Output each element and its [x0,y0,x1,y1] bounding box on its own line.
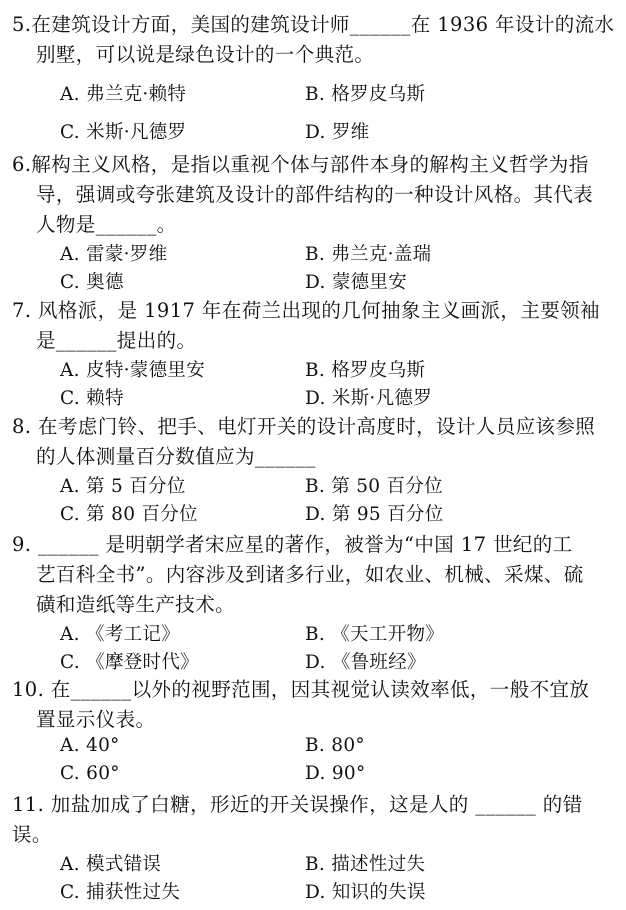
question-stem [0,10,626,70]
option-c: C. 米斯·凡德罗 [60,122,187,143]
option-c: C. 赖特 [60,388,124,409]
option-a: A. 弗兰克·赖特 [60,84,187,105]
option-d: D. 米斯·凡德罗 [305,388,433,409]
question-8 [0,412,626,532]
option-c: C. 第 80 百分位 [60,504,198,525]
question-10 [0,675,626,795]
options [0,472,626,532]
stem-line: 艺百科全书”。内容涉及到诸多行业，如农业、机械、采煤、硫 [36,563,584,586]
stem-line: 磺和造纸等生产技术。 [36,593,236,616]
options [0,735,626,795]
question-stem [0,790,626,850]
question-stem [0,675,626,735]
stem-line: 人物是______。 [36,213,177,236]
option-a: A. 《考工记》 [60,624,181,645]
stem-line: 9. ______ 是明朝学者宋应星的著作，被誉为“中国 17 世纪的工 [12,533,573,556]
question-11 [0,790,626,910]
stem-line: 8. 在考虑门铃、把手、电灯开关的设计高度时，设计人员应该参照 [12,415,596,438]
stem-line: 7. 风格派，是 1917 年在荷兰出现的几何抽象主义画派，主要领袖 [12,299,600,322]
stem-line: 是______提出的。 [36,329,197,352]
stem-line: 5.在建筑设计方面，美国的建筑设计师______在 1936 年设计的流水 [12,13,615,36]
option-a: A. 第 5 百分位 [60,476,186,497]
option-c: C. 60° [60,763,120,784]
option-c: C. 捕获性过失 [60,882,181,903]
question-9 [0,530,626,680]
option-b: B. 描述性过失 [305,854,426,875]
option-a: A. 雷蒙·罗维 [60,244,168,265]
question-5 [0,10,626,150]
option-d: D. 《鲁班经》 [305,652,426,673]
options [0,850,626,910]
option-d: D. 90° [305,763,366,784]
question-7 [0,296,626,416]
option-b: B. 第 50 百分位 [305,476,443,497]
stem-line: 别墅，可以说是绿色设计的一个典范。 [36,43,375,66]
stem-line: 10. 在______以外的视野范围，因其视觉认读效率低，一般不宜放 [12,678,590,701]
stem-line: 11. 加盐加成了白糖，形近的开关误操作，这是人的 ______ 的错误。 [12,793,583,846]
option-d: D. 蒙德里安 [305,272,408,293]
option-c: C. 《摩登时代》 [60,652,199,673]
option-b: B. 80° [305,735,365,756]
option-a: A. 皮特·蒙德里安 [60,360,206,381]
question-stem [0,412,626,472]
option-c: C. 奥德 [60,272,124,293]
option-a: A. 40° [60,735,120,756]
option-b: B. 弗兰克·盖瑞 [305,244,432,265]
option-d: D. 知识的失误 [305,882,426,903]
question-6 [0,150,626,300]
option-b: B. 《天工开物》 [305,624,445,645]
stem-line: 导，强调或夸张建筑及设计的部件结构的一种设计风格。其代表 [36,183,594,206]
question-stem [0,296,626,356]
options [0,620,626,680]
options [0,240,626,300]
question-stem [0,530,626,620]
option-a: A. 模式错误 [60,854,162,875]
option-b: B. 格罗皮乌斯 [305,84,426,105]
options [0,356,626,416]
stem-line: 6.解构主义风格，是指以重视个体与部件本身的解构主义哲学为指 [12,153,589,176]
stem-line: 置显示仪表。 [36,708,156,731]
question-stem [0,150,626,240]
options [0,70,626,150]
stem-line: 的人体测量百分数值应为______ [36,445,316,468]
option-d: D. 第 95 百分位 [305,504,444,525]
option-b: B. 格罗皮乌斯 [305,360,426,381]
option-d: D. 罗维 [305,122,370,143]
